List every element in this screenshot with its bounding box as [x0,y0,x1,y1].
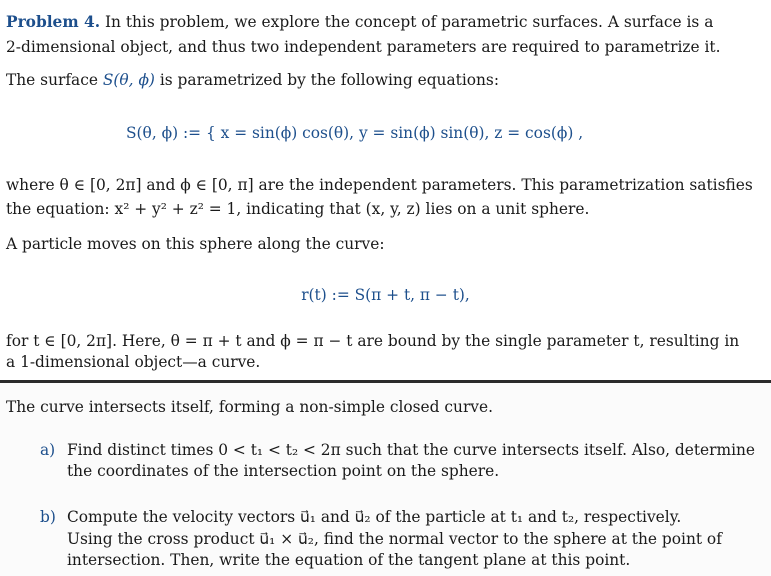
part-a-line-2: the coordinates of the intersection point on the sphere. [67,462,500,480]
curve-equation: r(t) := S(π + t, π − t), [301,286,470,304]
surface-symbol: S(θ, ϕ) [102,71,155,89]
subquestions [0,383,771,576]
surface-equation: S(θ, ϕ) := { x = sin(ϕ) cos(θ), y = sin(ϕ) sin(θ), z = cos(ϕ) , [126,124,584,142]
part-a-label: a) [40,441,56,459]
where-line-1: where θ ∈ [0, 2π] and ϕ ∈ [0, π] are the independent parameters. This parametrization satisfies [6,176,753,194]
part-a-line-1: Find distinct times 0 < t₁ < t₂ < 2π such that the curve intersects itself. Also, determine [67,441,756,459]
where-line-2: the equation: x² + y² + z² = 1, indicating that (x, y, z) lies on a unit sphere. [6,200,590,218]
problem-heading: Problem 4. [6,13,101,31]
part-b-label: b) [40,508,56,526]
part-b-line-1: Compute the velocity vectors u⃗₁ and u⃗₂ of the particle at t₁ and t₂, respectively. [67,508,682,526]
particle-line: A particle moves on this sphere along the curve: [6,235,385,253]
surface-intro-line [6,70,499,90]
surface-intro-pre: The surface [6,71,103,89]
intro-line-2: 2-dimensional object, and thus two independent parameters are required to parametrize it. [6,38,721,56]
part-b-line-3: intersection. Then, write the equation of the tangent plane at this point. [67,551,631,569]
intro-text-1: In this problem, we explore the concept of parametric surfaces. A surface is a [100,13,714,31]
for-line-1: for t ∈ [0, 2π]. Here, θ = π + t and ϕ = π − t are bound by the single parameter t, resulting in [6,332,740,350]
for-line-2: a 1-dimensional object—a curve. [6,353,261,371]
part-b-line-2: Using the cross product u⃗₁ × u⃗₂, find the normal vector to the sphere at the point of [67,530,722,548]
intro-line-1 [6,12,713,32]
intersect-line: The curve intersects itself, forming a non-simple closed curve. [6,398,493,416]
surface-intro-post: is parametrized by the following equations: [154,71,500,89]
